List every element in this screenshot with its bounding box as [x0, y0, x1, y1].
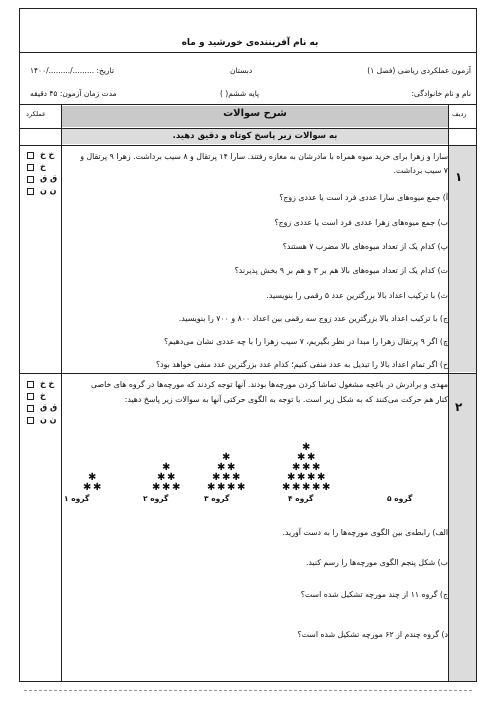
grade-checkbox[interactable] [27, 176, 34, 183]
column-divider [61, 104, 62, 682]
grade-checkbox[interactable] [27, 393, 34, 400]
question-item: ث) با ترکیب اعداد بالا بزرگترین عدد ۵ رقمی را بنویسید. [266, 291, 448, 300]
ant-icon: ✱ [292, 482, 301, 493]
grade-checkbox[interactable] [27, 405, 34, 412]
divider [19, 373, 477, 374]
grade-letter: خ [40, 162, 46, 171]
ant-icon: ✱ [217, 482, 226, 493]
group-label: گروه ۳ [204, 494, 230, 503]
ant-icon: ✱ [297, 452, 306, 463]
school-label: دبستان [230, 66, 253, 75]
table-title: شرح سوالات [223, 108, 287, 119]
duration-label: مدت زمان آزمون: ۴۵ دقیقه [30, 89, 117, 98]
grade-checkbox[interactable] [27, 164, 34, 171]
question-number: ۲ [455, 400, 463, 414]
instruction-text: به سوالات زیر پاسخ کوتاه و دقیق دهید. [172, 131, 338, 141]
grade-checkbox[interactable] [27, 152, 34, 159]
divider [19, 145, 477, 146]
ant-icon: ✱ [172, 482, 181, 493]
grade-letter: ق ق [40, 403, 58, 412]
ant-icon: ✱ [322, 482, 331, 493]
grade-label: پایه ششم( ) [220, 89, 260, 98]
ant-icon: ✱ [157, 472, 166, 483]
question-item: الف) رابطه‌ی بین الگوی مورچه‌ها را به دست آورید. [282, 528, 448, 537]
ant-icon: ✱ [307, 452, 316, 463]
question-item: ب) جمع میوه‌های زهرا عددی فرد است یا عددی زوج؟ [274, 218, 448, 227]
question-item: ج) گروه ۱۱ از چند مورچه تشکیل شده است؟ [300, 590, 448, 599]
grade-letter: خ [40, 391, 46, 400]
question-item: پ) کدام یک از تعداد میوه‌های بالا مضرب ۷ هستند؟ [282, 242, 448, 251]
ant-icon: ✱ [312, 462, 321, 473]
ant-icon: ✱ [162, 462, 171, 473]
question-intro: کنار هم حرکت می‌کنند که به شکل زیر است. با توجه به الگوی حرکتی آنها به سوالات زیر پاسخ دهید: [124, 395, 448, 404]
grade-letter: ن ن [40, 186, 57, 195]
question-item: آ) جمع میوه‌های سارا عددی فرد است یا عددی زوج؟ [279, 193, 448, 202]
number-column-bg [449, 374, 476, 681]
question-intro: ۷ سیب برداشت. [393, 166, 448, 175]
group-label: گروه ۲ [143, 494, 169, 503]
question-item: چ) اگر ۹ پرتقال زهرا را مبدا در نظر بگیریم، ۷ سیب زهرا را با چه عددی نشان می‌دهیم؟ [164, 337, 448, 346]
ant-icon: ✱ [302, 482, 311, 493]
ant-icon: ✱ [307, 472, 316, 483]
ant-icon: ✱ [222, 472, 231, 483]
group-label: گروه ۱ [64, 494, 90, 503]
question-item: ح) اگر تمام اعداد بالا را تبدیل به عدد منفی کنیم؛ کدام عدد بزرگترین عدد منفی خواهد بود؟ [156, 360, 448, 369]
ant-icon: ✱ [217, 462, 226, 473]
ant-icon: ✱ [88, 472, 97, 483]
ant-icon: ✱ [282, 482, 291, 493]
ant-icon: ✱ [232, 472, 241, 483]
ant-icon: ✱ [312, 482, 321, 493]
grade-letter: خ خ [40, 150, 55, 159]
exam-title: آزمون عملکردی ریاضی (فصل ۱) [367, 66, 471, 75]
divider [19, 52, 477, 53]
page-title: به نام آفریننده‌ی خورشید و ماه [181, 38, 319, 48]
ant-icon: ✱ [93, 482, 102, 493]
ant-icon: ✱ [162, 482, 171, 493]
page-footer-line [24, 690, 472, 691]
date-label: تاریخ: ........./........./۱۴۰۰ [30, 66, 114, 75]
number-column-bg [449, 146, 476, 372]
grade-checkbox[interactable] [27, 381, 34, 388]
ant-icon: ✱ [297, 472, 306, 483]
grade-checkbox[interactable] [27, 417, 34, 424]
ant-icon: ✱ [167, 472, 176, 483]
ant-icon: ✱ [227, 482, 236, 493]
ant-icon: ✱ [207, 482, 216, 493]
group-label: گروه ۵ [387, 494, 413, 503]
ant-icon: ✱ [212, 472, 221, 483]
question-item: ت) کدام یک از تعداد میوه‌های بالا هم بر ۳ و هم بر ۹ بخش پذیرند؟ [234, 266, 448, 275]
grade-letter: ن ن [40, 415, 57, 424]
ant-icon: ✱ [287, 472, 296, 483]
question-intro: سارا و زهرا برای خرید میوه همراه با مادرشان به مغازه رفتند. سارا ۱۴ پرتقال و ۸ سیب برداشت. زهرا ۹ پرتقال و [80, 152, 448, 161]
question-intro: مهدی و برادرش در باغچه مشغول تماشا کردن مورچه‌ها بودند. آنها توجه کردند که مورچه‌ها در گروه های خاصی [90, 380, 448, 389]
question-item: ج) با ترکیب اعداد بالا بزرگترین عدد زوج سه رقمی بین اعداد ۸۰۰ و ۷۰۰ را بنویسید. [178, 314, 448, 323]
ant-icon: ✱ [292, 462, 301, 473]
row-header: ردیف [452, 110, 467, 118]
question-item: ب) شکل پنجم الگوی مورچه‌ها را رسم کنید. [305, 558, 448, 567]
group-label: گروه ۴ [288, 494, 314, 503]
performance-header: عملکرد [26, 110, 46, 118]
divider [19, 104, 477, 105]
question-number: ۱ [455, 170, 463, 184]
ant-icon: ✱ [83, 482, 92, 493]
ant-icon: ✱ [222, 452, 231, 463]
grade-letter: ق ق [40, 174, 58, 183]
grade-checkbox[interactable] [27, 188, 34, 195]
ant-icon: ✱ [302, 462, 311, 473]
grade-letter: خ خ [40, 379, 55, 388]
ant-icon: ✱ [227, 462, 236, 473]
student-name-label: نام و نام خانوادگی: [411, 89, 471, 98]
ant-icon: ✱ [237, 482, 246, 493]
ant-icon: ✱ [152, 482, 161, 493]
ant-icon: ✱ [302, 442, 311, 453]
question-item: د) گروه چندم از ۶۲ مورچه تشکیل شده است؟ [297, 630, 448, 639]
ant-icon: ✱ [317, 472, 326, 483]
